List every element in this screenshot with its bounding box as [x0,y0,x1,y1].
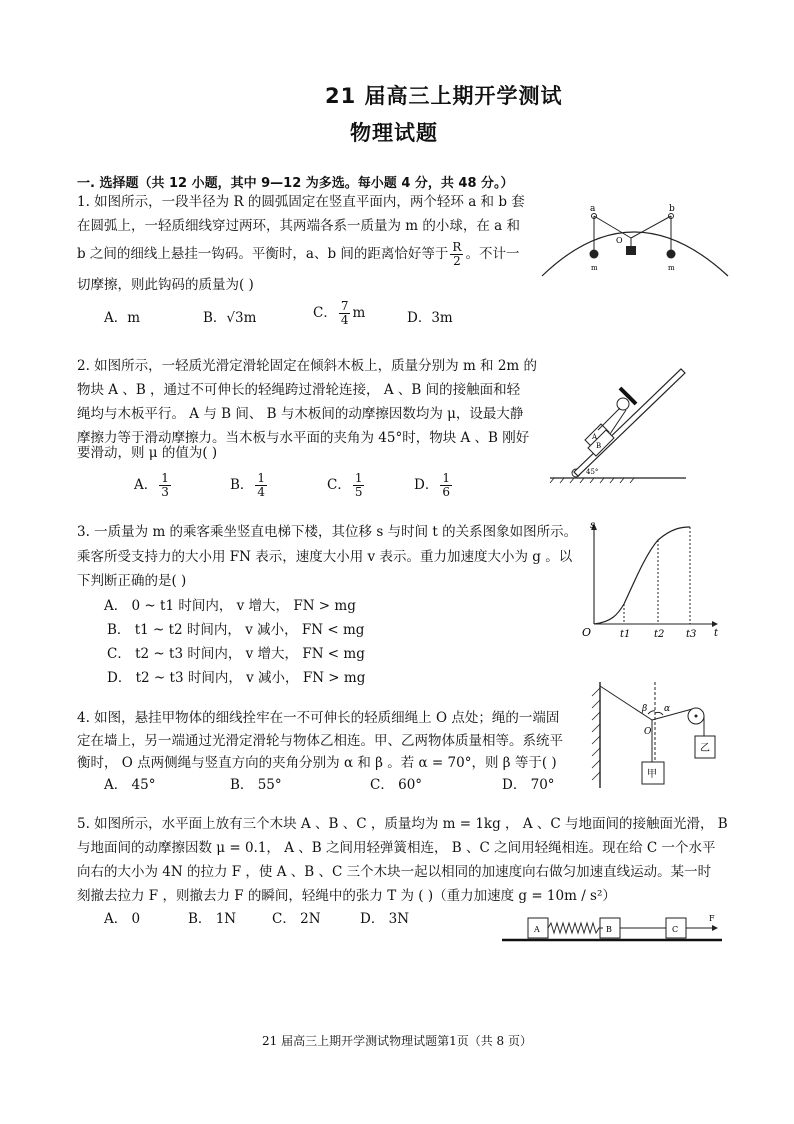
q1-option-d: D．3m [407,310,453,326]
q2-line-4: 摩擦力等于滑动摩擦力。当木板与水平面的夹角为 45°时，物块 A 、B 刚好 [77,430,530,446]
q5-option-c: C． 2N [272,911,321,927]
q1-figure [538,198,733,278]
exam-subtitle: 物理试题 [350,121,438,145]
q1-label-a: a [590,204,596,214]
q1-line-2: 在圆弧上，一轻质细线穿过两环，其两端各系一质量为 m 的小球，在 a 和 [77,218,521,234]
q3-y-label: s [590,520,596,531]
q3-origin-label: O [582,626,592,639]
q2-option-a: A． $\frac{1}{3}$ [134,471,169,499]
q1-string-mid-right [631,216,671,238]
q3-tick-t3: t3 [686,629,697,640]
q2-figure [548,360,688,485]
q5-label-b: B [606,925,612,934]
q3-option-b: B． t1 ~ t2 时间内， v 减小， FN < mg [107,622,365,638]
q5-line-4: 刻撤去拉力 F ，则撤去力 F 的瞬间，轻绳中的张力 T 为 ( )（重力加速度 g = 10m / s²） [77,888,616,904]
q4-label-jia: 甲 [647,769,657,780]
q3-tick-t1: t1 [620,629,631,640]
q2-label-a: A [592,433,598,441]
q4-line-3: 衡时， O 点两侧绳与竖直方向的夹角分别为 α 和 β 。若 α = 70°，则 β 等于( ) [77,755,557,771]
q3-curve [594,527,690,624]
q1-option-a: A．m [104,310,141,326]
q1-label-m2: m [668,264,675,272]
q1-line-4: 切摩擦，则此钩码的质量为( ) [77,277,254,293]
q3-option-d: D． t2 ~ t3 时间内， v 减小， FN > mg [107,670,366,686]
q4-option-c: C． 60° [370,777,423,793]
q4-option-d: D． 70° [502,777,555,793]
q4-rope-wall [600,686,652,720]
q1-option-b: B．√3m [203,310,257,326]
q3-st-chart [582,518,722,643]
q3-line-1: 3. 一质量为 m 的乘客乘坐竖直电梯下楼，其位移 s 与时间 t 的关系图象如图所示。 [77,524,578,540]
q2-line-1: 2. 如图所示，一轻质光滑定滑轮固定在倾斜木板上，质量分别为 m 和 2m 的 [77,358,538,374]
q1-line-3: b 之间的细线上悬挂一钩码。平衡时，a、b 间的距离恰好等于 $\frac{R}{2}$ 。不计一 [77,240,520,268]
q4-label-alpha: α [664,704,671,714]
q5-figure [500,908,725,944]
q1-ball-left [590,250,599,259]
q5-line-1: 5. 如图所示，水平面上放有三个木块 A 、B 、C ，质量均为 m = 1kg ， A 、C 与地面间的接触面光滑， B [77,816,728,832]
q1-label-o: O [616,236,623,245]
q5-label-c: C [672,925,679,934]
q4-label-beta: β [642,704,648,714]
q3-x-label: t [714,628,719,639]
q4-label-yi: 乙 [700,743,710,754]
q2-incline-board [574,369,685,476]
q5-option-b: B． 1N [188,911,237,927]
q5-spring [548,923,603,933]
page-footer: 21 届高三上期开学测试物理试题第1页（共 8 页） [262,1034,532,1048]
q5-line-2: 与地面间的动摩擦因数 μ = 0.1， A 、B 之间用轻弹簧相连， B 、C 之间用轻绳相连。现在给 C 一个水平 [77,840,716,856]
q2-line-2: 物块 A 、B ，通过不可伸长的轻绳跨过滑轮连接， A 、B 间的接触面和轻 [77,382,521,398]
q3-line-2: 乘客所受支持力的大小用 FN 表示，速度大小用 v 表示。重力加速度大小为 g 。以 [77,549,573,565]
q2-pulley [617,398,629,410]
q4-option-a: A． 45° [104,777,156,793]
q5-line-3: 向右的大小为 4N 的拉力 F ，使 A 、B 、C 三个木块一起以相同的加速度向右做匀加速直线运动。某一时 [77,864,712,880]
q1-label-b: b [669,204,675,214]
q4-figure [586,680,721,790]
q1-option-c: C． $\frac{7}{4}$ m [313,299,366,327]
q5-option-a: A． 0 [104,911,141,927]
q1-line-1: 1. 如图所示，一段半径为 R 的圆弧固定在竖直平面内，两个轻环 a 和 b 套 [77,194,525,210]
q5-label-a: A [534,925,540,934]
q4-option-b: B． 55° [230,777,282,793]
q3-tick-t2: t2 [654,629,665,640]
q4-label-o: O [644,727,652,737]
q4-line-1: 4. 如图，悬挂甲物体的细线拴牢在一不可伸长的轻质细绳上 O 点处；绳的一端固 [77,710,560,726]
exam-title: 21 届高三上期开学测试 [325,84,563,108]
q5-option-d: D． 3N [360,911,410,927]
q1-ball-right [667,250,676,259]
q3-line-3: 下判断正确的是( ) [77,573,187,589]
q2-label-angle: 45° [586,468,599,476]
q4-line-2: 定在墙上，另一端通过光滑定滑轮与物体乙相连。甲、乙两物体质量相等。系统平 [77,733,563,749]
section-heading: 一. 选择题（共 12 小题，其中 9—12 为多选。每小题 4 分，共 48 分。） [77,176,514,191]
q3-option-c: C． t2 ~ t3 时间内， v 增大， FN < mg [107,646,365,662]
q2-label-b: B [596,442,602,450]
q1-hook-weight [626,246,636,255]
q5-label-f: F [709,914,715,923]
q2-option-d: D． $\frac{1}{6}$ [414,471,450,499]
q2-line-3: 绳均与木板平行。 A 与 B 间、 B 与木板间的动摩擦因数均为 μ，设最大静 [77,406,524,422]
q2-option-c: C． $\frac{1}{5}$ [327,471,363,499]
q3-option-a: A． 0 ~ t1 时间内， v 增大， FN > mg [104,598,356,614]
q2-line-5: 要滑动，则 μ 的值为( ) [77,445,218,461]
q1-label-m1: m [591,264,598,272]
q2-option-b: B． $\frac{1}{4}$ [230,471,266,499]
q1-fraction: $\frac{R}{2}$ [452,240,462,268]
